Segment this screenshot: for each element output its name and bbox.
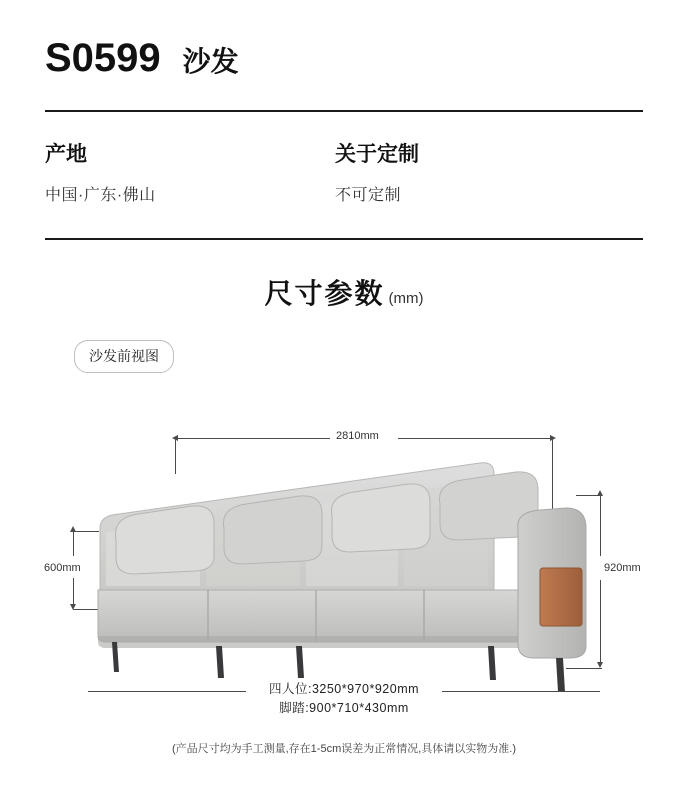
width-dim-line-left bbox=[178, 438, 330, 439]
footnote: (产品尺寸均为手工测量,存在1-5cm误差为正常情况,具体请以实物为准.) bbox=[171, 743, 517, 755]
right-height-line-bottom bbox=[600, 580, 601, 662]
bottom-spec-ottoman: 脚踏:900*710*430mm bbox=[279, 701, 409, 715]
section-heading-text: 尺寸参数 bbox=[264, 278, 385, 309]
spec-customization bbox=[335, 138, 625, 205]
divider-bottom bbox=[45, 238, 643, 240]
right-height-label: 920mm bbox=[604, 562, 641, 574]
spec-customization-value: 不可定制 bbox=[335, 187, 402, 204]
sofa-illustration bbox=[88, 440, 598, 720]
divider-top bbox=[45, 110, 643, 112]
left-height-line-top bbox=[73, 532, 74, 556]
width-dim-line-right bbox=[398, 438, 550, 439]
spec-origin bbox=[45, 138, 335, 205]
left-height-label: 600mm bbox=[44, 562, 81, 574]
spec-origin-label: 产地 bbox=[45, 143, 87, 166]
right-height-line-top bbox=[600, 496, 601, 556]
spec-row bbox=[45, 138, 645, 205]
model-name: 沙发 bbox=[182, 46, 239, 77]
bottom-spec-seat: 四人位:3250*970*920mm bbox=[268, 682, 420, 696]
width-dim-label: 2810mm bbox=[336, 430, 379, 442]
model-code: S0599 bbox=[45, 36, 161, 80]
spec-origin-value: 中国·广东·佛山 bbox=[45, 187, 156, 204]
bottom-specs bbox=[0, 680, 688, 718]
spec-customization-label: 关于定制 bbox=[335, 143, 419, 166]
section-heading bbox=[0, 272, 688, 312]
page-title bbox=[45, 38, 239, 78]
section-heading-unit: (mm) bbox=[388, 290, 424, 307]
left-height-line-bottom bbox=[73, 578, 74, 604]
view-chip: 沙发前视图 bbox=[74, 340, 174, 373]
